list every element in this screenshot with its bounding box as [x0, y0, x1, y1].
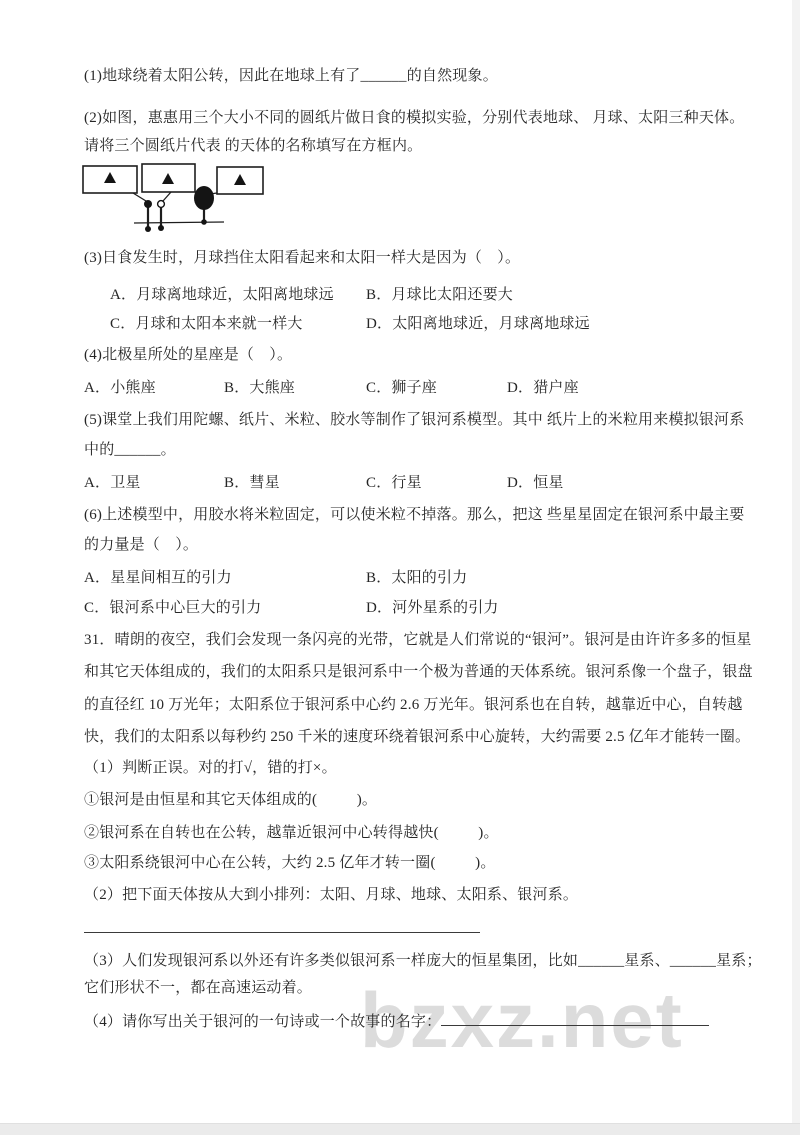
q31-sub1-item1: ①银河是由恒星和其它天体组成的( )。 [84, 792, 378, 808]
q31-sub3-line1: （3）人们发现银河系以外还有许多类似银河系一样庞大的恒星集团，比如______星系、______星系； [84, 953, 762, 969]
answer-blank-line [84, 910, 480, 933]
q31-sub1-item3: ③太阳系绕银河中心在公转，大约 2.5 亿年才转一圈( )。 [84, 855, 496, 871]
small-disc-icon [144, 200, 152, 208]
q3-options-row-1 [84, 284, 744, 306]
triangle-icon [162, 173, 174, 184]
page-right-edge [792, 0, 800, 1134]
q3-stem: (3)日食发生时，月球挡住太阳看起来和太阳一样大是因为（ ）。 [84, 250, 521, 266]
q4-stem: (4)北极星所处的星座是（ ）。 [84, 347, 293, 363]
q4-option-c: C．狮子座 [366, 380, 438, 396]
q2-line2: 请将三个圆纸片代表 的天体的名称填写在方框内。 [84, 138, 423, 154]
q3-option-a: A．月球离地球近，太阳离地球远 [110, 287, 334, 303]
page-bottom-gap [0, 1123, 800, 1135]
q1-text: (1)地球绕着太阳公转，因此在地球上有了______的自然现象。 [84, 68, 498, 84]
page-content [84, 0, 762, 1134]
q4-option-a: A．小熊座 [84, 380, 156, 396]
triangle-icon [234, 174, 246, 185]
q31-paragraph-line1: 31．晴朗的夜空，我们会发现一条闪亮的光带，它就是人们常说的“银河”。银河是由许许多多的恒星 [84, 632, 752, 648]
q5-option-c: C．行星 [366, 475, 422, 491]
eclipse-model-diagram [82, 162, 272, 240]
q6-line1: (6)上述模型中，用胶水将米粒固定，可以使米粒不掉落。那么，把这 些星星固定在银河系中最主要 [84, 507, 745, 523]
q2-line1: (2)如图，惠惠用三个大小不同的圆纸片做日食的模拟实验，分别代表地球、 月球、太阳三种天体。 [84, 110, 745, 126]
q3-options-row-2 [84, 313, 744, 335]
q31-sub2-text: （2）把下面天体按从大到小排列：太阳、月球、地球、太阳系、银河系。 [84, 887, 579, 903]
open-disc-icon [158, 201, 165, 208]
q31-sub1-item2: ②银河系在自转也在公转，越靠近银河中心转得越快( )。 [84, 825, 499, 841]
q31-sub4-line [84, 1011, 709, 1033]
q31-sub1-intro: （1）判断正误。对的打√，错的打×。 [84, 760, 337, 776]
triangle-icon [104, 172, 116, 183]
q6-option-b: B．太阳的引力 [366, 570, 468, 586]
q31-paragraph-line3: 的直径红 10 万光年；太阳系位于银河系中心约 2.6 万光年。银河系也在自转，越靠近中心，自转越 [84, 697, 743, 713]
q5-line1: (5)课堂上我们用陀螺、纸片、米粒、胶水等制作了银河系模型。其中 纸片上的米粒用来模拟银河系 [84, 412, 745, 428]
q4-options-row [84, 377, 744, 399]
stick-base-1 [145, 226, 151, 232]
q5-options-row [84, 472, 744, 494]
q3-option-b: B．月球比太阳还要大 [366, 287, 514, 303]
q6-options-row-2 [84, 597, 744, 619]
q6-option-a: A．星星间相互的引力 [84, 570, 232, 586]
q5-option-b: B．彗星 [224, 475, 280, 491]
q31-sub4-text: （4）请你写出关于银河的一句诗或一个故事的名字： [84, 1014, 442, 1030]
connector-line-2 [163, 192, 171, 201]
q6-option-c: C．银河系中心巨大的引力 [84, 600, 262, 616]
q3-option-c: C．月球和太阳本来就一样大 [110, 316, 303, 332]
q31-sub3-line2: 它们形状不一，都在高速运动着。 [84, 980, 313, 996]
stick-base-2 [158, 225, 164, 231]
answer-blank-inline [441, 1011, 709, 1026]
stick-base-3 [201, 219, 207, 225]
q31-paragraph-line4: 快，我们的太阳系以每秒约 250 千米的速度环绕着银河系中心旋转，大约需要 2.5 亿年才能转一圈。 [84, 729, 751, 745]
q4-option-d: D．猎户座 [507, 380, 579, 396]
q6-line2: 的力量是（ ）。 [84, 537, 199, 553]
q6-options-row-1 [84, 567, 744, 589]
q4-option-b: B．大熊座 [224, 380, 296, 396]
connector-line-1 [133, 193, 146, 201]
q5-line2: 中的______。 [84, 442, 176, 458]
q5-option-a: A．卫星 [84, 475, 141, 491]
large-disc-icon [194, 186, 214, 210]
q31-paragraph-line2: 和其它天体组成的，我们的太阳系只是银河系中一个极为普通的天体系统。银河系像一个盘子，银盘 [84, 664, 753, 680]
q5-option-d: D．恒星 [507, 475, 564, 491]
watermark: bzxz.net [360, 976, 684, 1064]
q3-option-d: D．太阳离地球近，月球离地球远 [366, 316, 590, 332]
q6-option-d: D．河外星系的引力 [366, 600, 499, 616]
